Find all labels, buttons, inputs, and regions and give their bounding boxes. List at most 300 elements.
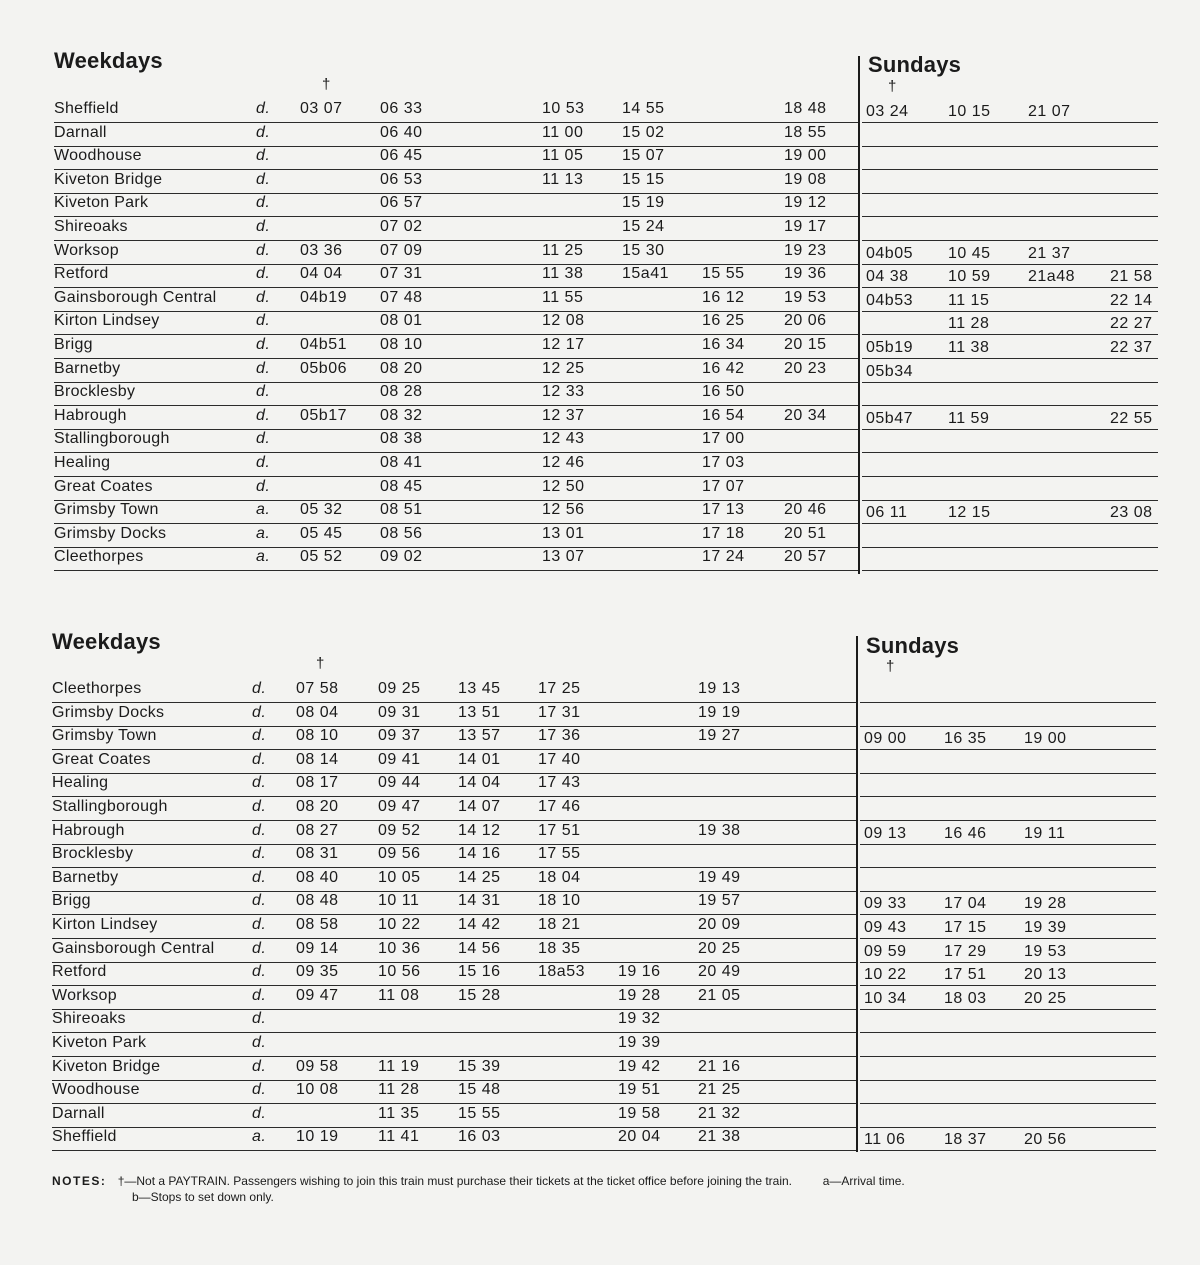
table-row bbox=[54, 334, 858, 359]
sunday-time: 11 06 bbox=[864, 1131, 906, 1149]
station-name: Great Coates bbox=[52, 750, 151, 768]
sunday-time: 17 15 bbox=[944, 919, 987, 936]
sunday-time: 17 04 bbox=[944, 895, 987, 913]
weekday-time: 21 25 bbox=[698, 1081, 741, 1099]
sunday-row bbox=[860, 702, 1156, 727]
weekday-time: 10 05 bbox=[378, 868, 421, 886]
arr-dep-code: d. bbox=[252, 774, 267, 792]
weekday-time: 19 32 bbox=[618, 1010, 661, 1028]
weekday-time: 20 34 bbox=[784, 406, 827, 424]
weekday-time: 07 58 bbox=[296, 680, 339, 697]
weekday-time: 12 56 bbox=[542, 501, 585, 519]
weekday-time: 13 51 bbox=[458, 703, 501, 721]
weekday-time: 15 28 bbox=[458, 986, 501, 1004]
weekday-time: 08 28 bbox=[380, 383, 423, 401]
station-name: Brocklesby bbox=[52, 845, 134, 863]
sunday-time: 09 00 bbox=[864, 730, 907, 748]
table-row bbox=[52, 678, 856, 703]
station-name: Grimsby Docks bbox=[54, 524, 167, 542]
sunday-time: 10 22 bbox=[864, 966, 907, 984]
station-name: Darnall bbox=[52, 1104, 105, 1122]
sunday-row bbox=[862, 122, 1158, 147]
sunday-time: 05b19 bbox=[866, 339, 913, 356]
arr-dep-code: d. bbox=[256, 336, 271, 353]
sunday-row bbox=[862, 499, 1158, 524]
sunday-time: 21a48 bbox=[1028, 268, 1075, 286]
weekday-time: 20 46 bbox=[784, 501, 827, 519]
sunday-row bbox=[862, 287, 1158, 312]
weekday-time: 18a53 bbox=[538, 963, 585, 981]
weekday-time: 15 39 bbox=[458, 1057, 501, 1075]
sunday-row bbox=[860, 938, 1156, 963]
station-name: Cleethorpes bbox=[52, 680, 142, 697]
arr-dep-code: a. bbox=[256, 548, 271, 566]
weekday-time: 09 52 bbox=[378, 821, 421, 839]
sunday-row bbox=[860, 1032, 1156, 1057]
weekday-time: 11 19 bbox=[378, 1057, 420, 1075]
sunday-row bbox=[860, 678, 1156, 703]
arr-dep-code: d. bbox=[256, 170, 271, 188]
arr-dep-code: a. bbox=[256, 501, 271, 519]
sunday-row bbox=[862, 523, 1158, 548]
weekday-time: 11 41 bbox=[378, 1128, 420, 1146]
dagger-mark-2: † bbox=[316, 655, 325, 672]
weekday-time: 07 09 bbox=[380, 241, 423, 259]
weekday-time: 15 55 bbox=[702, 265, 745, 283]
sunday-time: 09 59 bbox=[864, 942, 907, 960]
sunday-time: 04b53 bbox=[866, 291, 913, 309]
sunday-row bbox=[860, 985, 1156, 1010]
weekday-time: 12 46 bbox=[542, 454, 585, 471]
arr-dep-code: d. bbox=[252, 1057, 267, 1075]
sunday-time: 11 59 bbox=[948, 409, 990, 427]
weekday-time: 18 55 bbox=[784, 123, 827, 141]
sunday-time: 10 15 bbox=[948, 103, 991, 120]
station-name: Healing bbox=[54, 454, 111, 471]
sunday-time: 21 58 bbox=[1110, 268, 1153, 286]
weekday-time: 09 25 bbox=[378, 680, 421, 697]
weekday-time: 17 25 bbox=[538, 680, 581, 697]
station-name: Worksop bbox=[54, 241, 119, 259]
arr-dep-code: d. bbox=[252, 727, 267, 745]
sunday-time: 10 59 bbox=[948, 268, 991, 286]
table-row bbox=[52, 867, 856, 892]
sunday-time: 06 11 bbox=[866, 504, 908, 522]
weekday-time: 20 04 bbox=[618, 1128, 661, 1146]
sunday-row bbox=[862, 476, 1158, 501]
weekday-time: 19 57 bbox=[698, 892, 741, 910]
arr-dep-code: d. bbox=[252, 1034, 267, 1051]
table-row bbox=[52, 725, 856, 750]
weekday-time: 13 57 bbox=[458, 727, 501, 745]
weekday-time: 09 47 bbox=[296, 986, 339, 1004]
weekday-time: 18 04 bbox=[538, 868, 581, 886]
weekday-time: 10 53 bbox=[542, 100, 585, 117]
notes bbox=[52, 1173, 1172, 1205]
weekday-time: 14 56 bbox=[458, 939, 501, 957]
arr-dep-code: d. bbox=[252, 750, 267, 768]
station-name: Kiveton Park bbox=[54, 194, 149, 212]
table-row bbox=[52, 749, 856, 774]
weekday-time: 15 55 bbox=[458, 1104, 501, 1122]
weekday-time: 19 23 bbox=[784, 241, 827, 259]
sunday-time: 10 34 bbox=[864, 989, 907, 1007]
weekday-time: 16 54 bbox=[702, 406, 745, 424]
arr-dep-code: d. bbox=[256, 430, 271, 448]
weekday-time: 08 10 bbox=[380, 336, 423, 353]
table-row bbox=[52, 961, 856, 986]
sunday-row bbox=[862, 98, 1158, 123]
station-name: Habrough bbox=[54, 406, 127, 424]
sunday-row bbox=[860, 725, 1156, 750]
weekday-time: 06 40 bbox=[380, 123, 423, 141]
station-name: Brigg bbox=[54, 336, 93, 353]
sunday-time: 03 24 bbox=[866, 103, 909, 120]
weekday-time: 17 55 bbox=[538, 845, 581, 863]
sunday-time: 22 37 bbox=[1110, 339, 1153, 356]
weekday-time: 19 13 bbox=[698, 680, 741, 697]
station-name: Woodhouse bbox=[54, 147, 142, 165]
weekdays-title-1: Weekdays bbox=[54, 48, 163, 73]
weekday-time: 06 33 bbox=[380, 100, 423, 117]
weekday-time: 08 01 bbox=[380, 312, 423, 330]
sunday-time: 09 33 bbox=[864, 895, 907, 913]
table-row bbox=[52, 914, 856, 939]
weekday-time: 14 31 bbox=[458, 892, 501, 910]
weekday-time: 12 08 bbox=[542, 312, 585, 330]
weekday-time: 14 12 bbox=[458, 821, 501, 839]
table-row bbox=[52, 796, 856, 821]
sunday-row bbox=[860, 1126, 1156, 1151]
weekday-time: 10 08 bbox=[296, 1081, 339, 1099]
weekday-time: 12 50 bbox=[542, 477, 585, 495]
station-name: Barnetby bbox=[54, 359, 121, 377]
sunday-row bbox=[860, 796, 1156, 821]
sunday-time: 22 14 bbox=[1110, 291, 1153, 309]
weekday-time: 10 11 bbox=[378, 892, 420, 910]
arr-dep-code: d. bbox=[252, 986, 267, 1004]
arr-dep-code: a. bbox=[256, 524, 271, 542]
weekday-time: 19 39 bbox=[618, 1034, 661, 1051]
sundays-divider-1 bbox=[858, 56, 860, 574]
sunday-time: 22 27 bbox=[1110, 315, 1153, 333]
station-name: Shireoaks bbox=[52, 1010, 126, 1028]
sunday-row bbox=[860, 1103, 1156, 1128]
weekday-time: 08 04 bbox=[296, 703, 339, 721]
sunday-row bbox=[860, 843, 1156, 868]
weekday-time: 11 08 bbox=[378, 986, 420, 1004]
weekday-time: 19 38 bbox=[698, 821, 741, 839]
arr-dep-code: d. bbox=[252, 963, 267, 981]
station-name: Retford bbox=[54, 265, 109, 283]
arr-dep-code: d. bbox=[256, 288, 271, 306]
notes-label: NOTES: bbox=[52, 1174, 107, 1188]
weekday-time: 08 31 bbox=[296, 845, 339, 863]
weekday-time: 17 36 bbox=[538, 727, 581, 745]
arr-dep-code: d. bbox=[252, 1081, 267, 1099]
weekday-time: 14 16 bbox=[458, 845, 501, 863]
sunday-row bbox=[860, 961, 1156, 986]
weekday-time: 18 35 bbox=[538, 939, 581, 957]
weekday-time: 13 01 bbox=[542, 524, 585, 542]
weekday-time: 08 20 bbox=[380, 359, 423, 377]
weekday-time: 09 56 bbox=[378, 845, 421, 863]
sunday-row bbox=[860, 914, 1156, 939]
station-name: Darnall bbox=[54, 123, 107, 141]
sunday-time: 21 07 bbox=[1028, 103, 1071, 120]
sunday-row bbox=[860, 1008, 1156, 1033]
weekday-time: 19 58 bbox=[618, 1104, 661, 1122]
weekday-time: 06 53 bbox=[380, 170, 423, 188]
weekday-time: 19 17 bbox=[784, 218, 827, 235]
table-row bbox=[54, 263, 858, 288]
arr-dep-code: d. bbox=[256, 359, 271, 377]
weekday-time: 15a41 bbox=[622, 265, 669, 283]
sunday-row bbox=[862, 169, 1158, 194]
sunday-row bbox=[862, 263, 1158, 288]
table-row bbox=[52, 1079, 856, 1104]
weekday-time: 14 42 bbox=[458, 916, 501, 933]
weekday-time: 08 41 bbox=[380, 454, 423, 471]
sunday-time: 11 15 bbox=[948, 291, 990, 309]
weekday-time: 17 24 bbox=[702, 548, 745, 566]
station-name: Kiveton Bridge bbox=[54, 170, 163, 188]
weekday-time: 17 31 bbox=[538, 703, 581, 721]
station-name: Retford bbox=[52, 963, 107, 981]
sunday-time: 19 11 bbox=[1024, 824, 1066, 842]
weekday-time: 20 15 bbox=[784, 336, 827, 353]
weekday-time: 11 28 bbox=[378, 1081, 420, 1099]
table-row bbox=[52, 702, 856, 727]
weekday-time: 21 16 bbox=[698, 1057, 741, 1075]
weekday-time: 08 17 bbox=[296, 774, 339, 792]
arr-dep-code: d. bbox=[256, 406, 271, 424]
weekday-time: 20 23 bbox=[784, 359, 827, 377]
table-row bbox=[54, 169, 858, 194]
sundays-title-2: Sundays bbox=[866, 633, 960, 658]
dagger-mark-1: † bbox=[322, 76, 331, 93]
sunday-row bbox=[860, 772, 1156, 797]
station-name: Brigg bbox=[52, 892, 91, 910]
sunday-time: 18 03 bbox=[944, 989, 987, 1007]
weekday-time: 08 40 bbox=[296, 868, 339, 886]
station-name: Habrough bbox=[52, 821, 125, 839]
weekday-time: 04b51 bbox=[300, 336, 347, 353]
sunday-row bbox=[860, 867, 1156, 892]
table-row bbox=[54, 358, 858, 383]
table-row bbox=[52, 938, 856, 963]
weekday-time: 08 10 bbox=[296, 727, 339, 745]
sunday-time: 20 25 bbox=[1024, 989, 1067, 1007]
weekday-time: 19 16 bbox=[618, 963, 661, 981]
station-name: Grimsby Town bbox=[54, 501, 159, 519]
weekday-time: 12 25 bbox=[542, 359, 585, 377]
weekday-time: 03 07 bbox=[300, 100, 343, 117]
weekday-time: 11 55 bbox=[542, 288, 584, 306]
sunday-row bbox=[862, 240, 1158, 265]
weekday-time: 10 19 bbox=[296, 1128, 339, 1146]
arr-dep-code: d. bbox=[252, 939, 267, 957]
weekday-time: 09 35 bbox=[296, 963, 339, 981]
weekday-time: 05b17 bbox=[300, 406, 347, 424]
weekday-time: 11 38 bbox=[542, 265, 584, 283]
weekday-time: 15 15 bbox=[622, 170, 665, 188]
station-name: Sheffield bbox=[54, 100, 119, 117]
weekday-time: 10 36 bbox=[378, 939, 421, 957]
weekday-time: 20 25 bbox=[698, 939, 741, 957]
station-name: Grimsby Town bbox=[52, 727, 157, 745]
sunday-row bbox=[862, 381, 1158, 406]
sunday-time: 20 56 bbox=[1024, 1131, 1067, 1149]
weekday-time: 20 09 bbox=[698, 916, 741, 933]
table-row bbox=[54, 476, 858, 501]
arr-dep-code: d. bbox=[256, 265, 271, 283]
sundays-title-1: Sundays bbox=[868, 52, 962, 77]
arr-dep-code: d. bbox=[252, 916, 267, 933]
sunday-time: 22 55 bbox=[1110, 409, 1153, 427]
sunday-row bbox=[860, 749, 1156, 774]
station-name: Kirton Lindsey bbox=[52, 916, 158, 933]
weekday-time: 17 18 bbox=[702, 524, 745, 542]
station-name: Shireoaks bbox=[54, 218, 128, 235]
weekday-time: 06 45 bbox=[380, 147, 423, 165]
weekday-time: 20 51 bbox=[784, 524, 827, 542]
table-row bbox=[54, 122, 858, 147]
weekday-time: 10 22 bbox=[378, 916, 421, 933]
arr-dep-code: d. bbox=[256, 147, 271, 165]
sunday-time: 17 51 bbox=[944, 966, 987, 984]
weekday-time: 11 35 bbox=[378, 1104, 420, 1122]
weekday-time: 17 40 bbox=[538, 750, 581, 768]
sunday-row bbox=[860, 890, 1156, 915]
weekday-time: 20 06 bbox=[784, 312, 827, 330]
weekday-time: 17 43 bbox=[538, 774, 581, 792]
weekday-time: 17 46 bbox=[538, 798, 581, 815]
station-name: Gainsborough Central bbox=[54, 288, 217, 306]
weekday-time: 15 24 bbox=[622, 218, 665, 235]
arr-dep-code: d. bbox=[252, 798, 267, 815]
sunday-time: 16 35 bbox=[944, 730, 987, 748]
table-row bbox=[54, 523, 858, 548]
sunday-time: 19 39 bbox=[1024, 919, 1067, 936]
arr-dep-code: d. bbox=[252, 892, 267, 910]
station-name: Grimsby Docks bbox=[52, 703, 165, 721]
sunday-time: 17 29 bbox=[944, 942, 987, 960]
weekday-time: 05 52 bbox=[300, 548, 343, 566]
weekday-time: 19 51 bbox=[618, 1081, 661, 1099]
weekday-time: 21 32 bbox=[698, 1104, 741, 1122]
weekday-time: 03 36 bbox=[300, 241, 343, 259]
station-name: Sheffield bbox=[52, 1128, 117, 1146]
sunday-time: 09 43 bbox=[864, 919, 907, 936]
station-name: Cleethorpes bbox=[54, 548, 144, 566]
sunday-row bbox=[862, 428, 1158, 453]
table-row bbox=[52, 1103, 856, 1128]
weekday-time: 05 32 bbox=[300, 501, 343, 519]
arr-dep-code: d. bbox=[252, 868, 267, 886]
sunday-row bbox=[862, 216, 1158, 241]
sunday-time: 05b47 bbox=[866, 409, 913, 427]
weekday-time: 15 19 bbox=[622, 194, 665, 212]
weekday-time: 08 48 bbox=[296, 892, 339, 910]
weekday-time: 08 51 bbox=[380, 501, 423, 519]
sunday-row bbox=[860, 1079, 1156, 1104]
note-set-down: b—Stops to set down only. bbox=[132, 1190, 274, 1204]
table-row bbox=[52, 820, 856, 845]
weekday-time: 05 45 bbox=[300, 524, 343, 542]
arr-dep-code: d. bbox=[252, 845, 267, 863]
weekday-time: 07 31 bbox=[380, 265, 423, 283]
arr-dep-code: d. bbox=[256, 100, 271, 117]
station-name: Kiveton Bridge bbox=[52, 1057, 161, 1075]
sunday-time: 09 13 bbox=[864, 824, 907, 842]
station-name: Stallingborough bbox=[52, 798, 168, 815]
table-row bbox=[52, 890, 856, 915]
weekday-time: 12 43 bbox=[542, 430, 585, 448]
weekday-time: 14 04 bbox=[458, 774, 501, 792]
arr-dep-code: d. bbox=[256, 241, 271, 259]
weekday-time: 21 05 bbox=[698, 986, 741, 1004]
sunday-row bbox=[862, 405, 1158, 430]
weekday-time: 18 21 bbox=[538, 916, 581, 933]
weekday-time: 09 31 bbox=[378, 703, 421, 721]
table-row bbox=[52, 1032, 856, 1057]
sunday-time: 19 00 bbox=[1024, 730, 1067, 748]
sundays-dagger-mark-2: † bbox=[886, 658, 895, 675]
weekday-time: 08 38 bbox=[380, 430, 423, 448]
weekday-time: 07 48 bbox=[380, 288, 423, 306]
weekday-time: 18 10 bbox=[538, 892, 581, 910]
table-row bbox=[52, 985, 856, 1010]
station-name: Stallingborough bbox=[54, 430, 170, 448]
weekday-time: 13 07 bbox=[542, 548, 585, 566]
arr-dep-code: d. bbox=[256, 383, 271, 401]
arr-dep-code: d. bbox=[256, 477, 271, 495]
arr-dep-code: d. bbox=[252, 703, 267, 721]
station-name: Kirton Lindsey bbox=[54, 312, 160, 330]
weekday-time: 17 13 bbox=[702, 501, 745, 519]
sunday-time: 05b34 bbox=[866, 362, 913, 380]
weekday-time: 15 48 bbox=[458, 1081, 501, 1099]
weekday-time: 15 02 bbox=[622, 123, 665, 141]
weekday-time: 19 12 bbox=[784, 194, 827, 212]
weekday-time: 11 00 bbox=[542, 123, 584, 141]
arr-dep-code: d. bbox=[252, 821, 267, 839]
sunday-row bbox=[860, 1056, 1156, 1081]
sundays-dagger-mark-1: † bbox=[888, 78, 897, 95]
sunday-time: 11 28 bbox=[948, 315, 990, 333]
table-row bbox=[52, 1008, 856, 1033]
weekday-time: 19 08 bbox=[784, 170, 827, 188]
weekday-time: 12 33 bbox=[542, 383, 585, 401]
sunday-time: 21 37 bbox=[1028, 244, 1071, 262]
weekday-time: 07 02 bbox=[380, 218, 423, 235]
weekday-time: 08 45 bbox=[380, 477, 423, 495]
note-arrival: a—Arrival time. bbox=[822, 1174, 905, 1188]
weekday-time: 05b06 bbox=[300, 359, 347, 377]
table-row bbox=[52, 1126, 856, 1151]
weekday-time: 09 41 bbox=[378, 750, 421, 768]
station-name: Brocklesby bbox=[54, 383, 136, 401]
weekday-time: 17 07 bbox=[702, 477, 745, 495]
weekday-time: 20 49 bbox=[698, 963, 741, 981]
weekday-time: 14 07 bbox=[458, 798, 501, 815]
weekday-time: 19 00 bbox=[784, 147, 827, 165]
weekday-time: 21 38 bbox=[698, 1128, 741, 1146]
weekday-time: 08 20 bbox=[296, 798, 339, 815]
sunday-time: 16 46 bbox=[944, 824, 987, 842]
table-row bbox=[54, 287, 858, 312]
